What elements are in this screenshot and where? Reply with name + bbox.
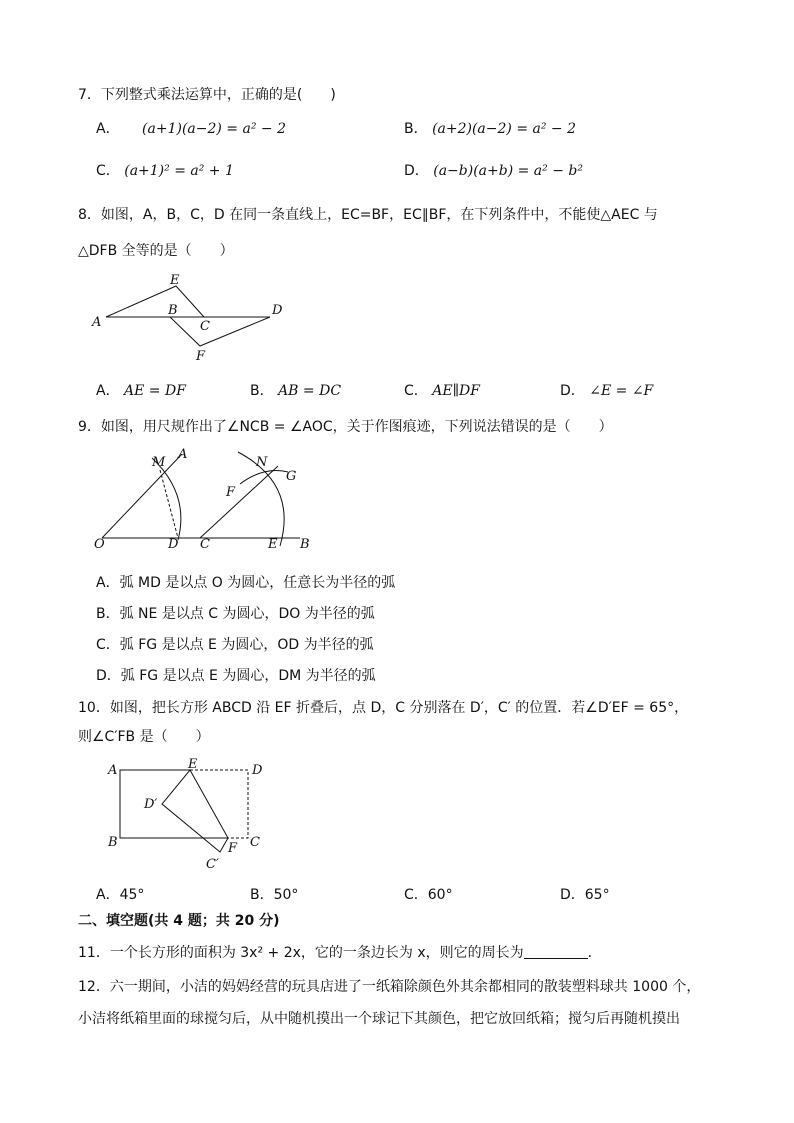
q9-label-c: C (200, 537, 210, 550)
q10-label-b: B (108, 835, 118, 850)
q10-label-a: A (108, 763, 118, 778)
q10-label-f: F (228, 841, 238, 856)
q8-label-b: B (168, 303, 178, 318)
q9-label-n: N (256, 455, 268, 470)
q7-option-a-letter: A． (96, 121, 120, 137)
q10-label-d: D (252, 763, 263, 778)
q9-option-b: B．弧 NE 是以点 C 为圆心，DO 为半径的弧 (96, 606, 375, 622)
q9-label-o: O (94, 537, 105, 550)
q8-option-a-letter: A． (96, 383, 120, 399)
q7-option-c-expr: (a+1)² = a² + 1 (124, 163, 234, 179)
q10-label-c: C (250, 835, 260, 850)
q8-option-a-expr: AE = DF (124, 383, 186, 399)
q9-option-d: D．弧 FG 是以点 E 为圆心，DM 为半径的弧 (96, 668, 376, 684)
q10-label-e: E (188, 757, 198, 772)
q10-option-b: B．50° (250, 887, 299, 903)
q9-label-b: B (300, 537, 310, 550)
q7-option-a-expr: (a+1)(a−2) = a² − 2 (142, 121, 286, 137)
q9-label-e: E (268, 537, 278, 550)
q7-option-d-letter: D． (404, 163, 429, 179)
q12-line1: 12．六一期间，小洁的妈妈经营的玩具店进了一纸箱除颜色外其余都相同的散装塑料球共 1000 个， (78, 979, 701, 995)
q9-label-m: M (152, 455, 166, 470)
q7-option-d (404, 160, 583, 180)
q11-text-after: ． (587, 945, 602, 961)
q9-label-g: G (286, 469, 297, 484)
q7-option-b-letter: B． (404, 121, 428, 137)
q8-figure (88, 268, 298, 364)
q10-option-a: A．45° (96, 887, 145, 903)
q7-option-b-expr: (a+2)(a−2) = a² − 2 (432, 121, 577, 137)
q8-option-b (250, 380, 341, 400)
q8-label-e: E (170, 273, 180, 288)
q7-option-c-letter: C． (96, 163, 120, 179)
q8-option-c-expr: AE∥DF (432, 383, 480, 399)
q8-stem-line2: △DFB 全等的是（ ） (78, 243, 234, 259)
q8-label-c: C (200, 319, 210, 334)
q7-option-c (96, 160, 234, 180)
q8-option-b-expr: AB = DC (278, 383, 342, 399)
q8-option-c-letter: C． (404, 383, 428, 399)
q8-option-d-letter: D． (560, 383, 585, 399)
q10-option-c: C．60° (404, 887, 453, 903)
q8-label-d: D (272, 303, 283, 318)
q10-stem-line2: 则∠C′FB 是（ ） (78, 729, 210, 745)
q9-label-a: A (178, 447, 188, 462)
q10-label-d-prime: D′ (144, 797, 158, 812)
q11-line (78, 942, 602, 962)
q9-option-c: C．弧 FG 是以点 E 为圆心，OD 为半径的弧 (96, 637, 374, 653)
q9-figure (88, 444, 318, 550)
q12-line2: 小洁将纸箱里面的球搅匀后，从中随机摸出一个球记下其颜色，把它放回纸箱；搅匀后再随机摸出 (78, 1011, 680, 1027)
q11-text-before: 11．一个长方形的面积为 3x² + 2x，它的一条边长为 x，则它的周长为 (78, 945, 524, 961)
q9-stem: 9．如图，用尺规作出了∠NCB = ∠AOC，关于作图痕迹，下列说法错误的是（ ） (78, 419, 613, 435)
q10-figure (100, 756, 270, 874)
q9-label-f: F (226, 485, 236, 500)
q8-option-c (404, 380, 480, 400)
q8-label-a: A (92, 315, 102, 330)
q8-option-a (96, 380, 186, 400)
q8-option-b-letter: B． (250, 383, 274, 399)
q8-label-f: F (196, 349, 206, 364)
q10-stem-line1: 10．如图，把长方形 ABCD 沿 EF 折叠后，点 D，C 分别落在 D′，C′ 的位置．若∠D′EF = 65°， (78, 700, 689, 716)
q10-label-c-prime: C′ (206, 857, 219, 872)
q8-option-d-expr: ∠E = ∠F (589, 383, 654, 399)
q8-option-d (560, 380, 653, 400)
q10-option-d: D．65° (560, 887, 610, 903)
q7-stem: 7．下列整式乘法运算中，正确的是( ) (78, 87, 336, 103)
q8-stem-line1: 8．如图，A，B，C，D 在同一条直线上，EC=BF，EC∥BF，在下列条件中，不能使△AEC 与 (78, 207, 658, 223)
section-fill-in-title: 二、填空题(共 4 题；共 20 分) (78, 913, 280, 929)
q9-label-d: D (168, 537, 179, 550)
q9-option-a: A．弧 MD 是以点 O 为圆心，任意长为半径的弧 (96, 575, 396, 591)
q7-option-b (404, 118, 576, 138)
q7-option-a (96, 118, 286, 138)
q11-answer-blank[interactable] (524, 944, 588, 959)
q7-option-d-expr: (a−b)(a+b) = a² − b² (433, 163, 583, 179)
